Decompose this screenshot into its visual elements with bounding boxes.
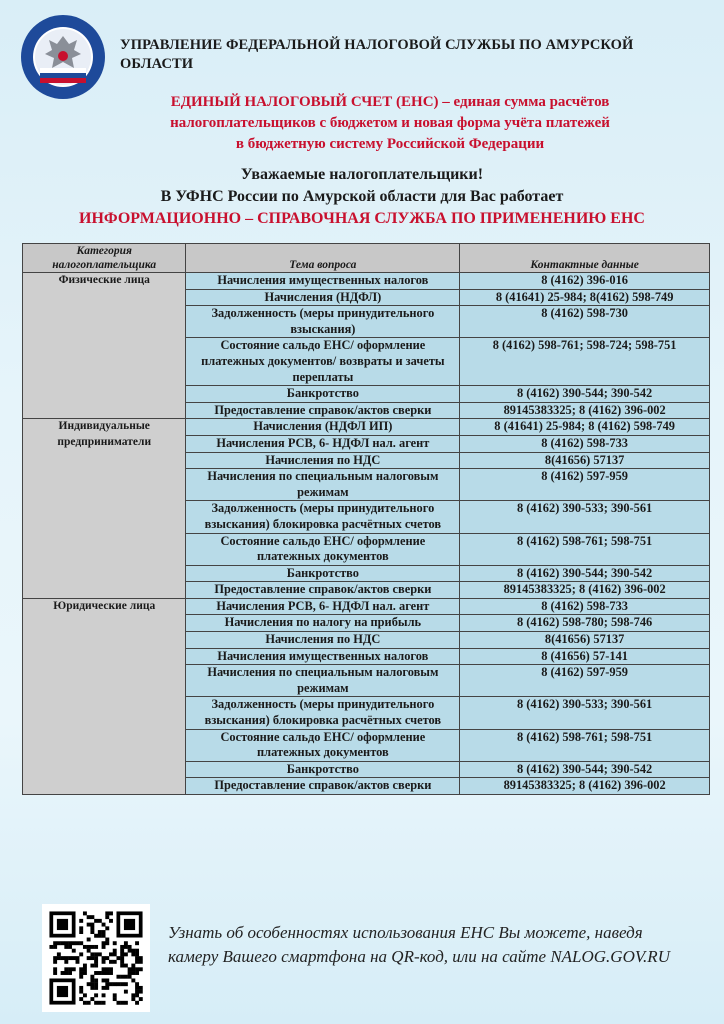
qr-module	[113, 960, 117, 964]
qr-module	[98, 952, 102, 956]
qr-module	[87, 956, 91, 960]
topic-cell: Состояние сальдо ЕНС/ оформление платежных документов	[186, 533, 460, 565]
qr-module	[90, 978, 94, 982]
qr-module	[90, 952, 94, 956]
organization-name: УПРАВЛЕНИЕ ФЕДЕРАЛЬНОЙ НАЛОГОВОЙ СЛУЖБЫ ПО АМУРСКОЙ ОБЛАСТИ	[120, 37, 634, 72]
qr-module	[124, 982, 128, 986]
qr-module	[131, 978, 135, 982]
qr-module	[68, 956, 72, 960]
qr-module	[61, 956, 65, 960]
qr-code-image	[42, 904, 150, 1012]
topic-cell: Банкротство	[186, 761, 460, 778]
topic-cell: Начисления РСВ, 6- НДФЛ нал. агент	[186, 598, 460, 615]
qr-module	[83, 993, 87, 997]
qr-module	[109, 919, 113, 923]
contact-cell: 89145383325; 8 (4162) 396-002	[460, 582, 710, 599]
qr-module	[90, 956, 94, 960]
qr-module	[131, 952, 135, 956]
topic-cell: Начисления по НДС	[186, 452, 460, 469]
qr-module	[79, 986, 83, 990]
qr-module	[98, 930, 102, 934]
ens-title-line-1: ЕДИНЫЙ НАЛОГОВЫЙ СЧЕТ (ЕНС) – единая сумма расчётов	[170, 94, 610, 110]
qr-module	[120, 960, 124, 964]
qr-module	[128, 971, 132, 975]
qr-module	[94, 964, 98, 968]
qr-module	[102, 923, 106, 927]
qr-module	[72, 949, 76, 953]
qr-module	[94, 960, 98, 964]
table-row	[23, 273, 710, 290]
qr-module	[139, 990, 143, 994]
category-cell: Физические лица	[23, 273, 186, 419]
qr-module	[120, 956, 124, 960]
qr-code-icon	[42, 904, 150, 1012]
topic-cell: Состояние сальдо ЕНС/ оформление платежных документов/ возвраты и зачеты переплаты	[186, 338, 460, 386]
qr-module	[102, 934, 106, 938]
qr-module	[79, 926, 83, 930]
qr-module	[98, 1001, 102, 1005]
qr-module	[68, 971, 72, 975]
contact-cell: 8 (4162) 597-959	[460, 665, 710, 697]
topic-cell: Задолженность (меры принудительного взыскания) блокировка расчётных счетов	[186, 501, 460, 533]
contact-cell: 8 (4162) 598-733	[460, 598, 710, 615]
qr-module	[102, 986, 106, 990]
qr-module	[102, 1001, 106, 1005]
qr-module	[79, 971, 83, 975]
qr-module	[113, 982, 117, 986]
qr-module	[113, 952, 117, 956]
qr-module	[135, 982, 139, 986]
topic-cell: Предоставление справок/актов сверки	[186, 582, 460, 599]
contact-cell: 8 (4162) 597-959	[460, 469, 710, 501]
qr-module	[109, 960, 113, 964]
qr-module	[135, 949, 139, 953]
qr-module	[139, 997, 143, 1001]
qr-module	[128, 975, 132, 979]
qr-module	[64, 941, 68, 945]
topic-cell: Банкротство	[186, 565, 460, 582]
qr-module	[109, 952, 113, 956]
qr-module	[131, 949, 135, 953]
qr-module	[135, 960, 139, 964]
qr-module	[72, 967, 76, 971]
qr-module	[135, 941, 139, 945]
qr-module	[64, 967, 68, 971]
qr-module	[57, 941, 61, 945]
topic-cell: Начисления (НДФЛ)	[186, 289, 460, 306]
qr-module	[90, 964, 94, 968]
qr-module	[79, 975, 83, 979]
contact-cell: 8 (4162) 390-544; 390-542	[460, 565, 710, 582]
qr-module	[53, 956, 57, 960]
contact-cell: 8 (4162) 598-761; 598-751	[460, 729, 710, 761]
qr-module	[76, 941, 80, 945]
qr-module	[105, 941, 109, 945]
topic-cell: Начисления РСВ, 6- НДФЛ нал. агент	[186, 435, 460, 452]
qr-module	[109, 982, 113, 986]
topic-cell: Предоставление справок/актов сверки	[186, 402, 460, 419]
qr-module	[135, 956, 139, 960]
qr-module	[105, 982, 109, 986]
qr-module	[90, 997, 94, 1001]
qr-module	[105, 915, 109, 919]
qr-module	[83, 911, 87, 915]
qr-finder	[124, 919, 135, 930]
qr-module	[94, 956, 98, 960]
contact-cell: 8 (4162) 598-733	[460, 435, 710, 452]
qr-module	[102, 967, 106, 971]
qr-module	[109, 971, 113, 975]
qr-module	[57, 952, 61, 956]
qr-module	[79, 919, 83, 923]
qr-module	[57, 956, 61, 960]
qr-module	[87, 938, 91, 942]
topic-cell: Начисления по налогу на прибыль	[186, 615, 460, 632]
qr-module	[79, 967, 83, 971]
topic-cell: Состояние сальдо ЕНС/ оформление платежных документов	[186, 729, 460, 761]
contact-cell: 8 (4162) 598-780; 598-746	[460, 615, 710, 632]
qr-module	[61, 971, 65, 975]
qr-module	[98, 934, 102, 938]
contact-cell: 8 (4162) 390-533; 390-561	[460, 697, 710, 729]
qr-module	[94, 986, 98, 990]
qr-module	[83, 945, 87, 949]
qr-module	[87, 949, 91, 953]
qr-module	[120, 949, 124, 953]
contact-cell: 8 (41641) 25-984; 8 (4162) 598-749	[460, 419, 710, 436]
qr-module	[68, 945, 72, 949]
qr-module	[68, 967, 72, 971]
qr-module	[64, 956, 68, 960]
qr-module	[87, 915, 91, 919]
qr-finder	[57, 986, 68, 997]
qr-module	[120, 982, 124, 986]
qr-module	[94, 993, 98, 997]
contact-cell: 8(41656) 57137	[460, 632, 710, 649]
topic-cell: Задолженность (меры принудительного взыскания)	[186, 306, 460, 338]
contact-cell: 8(41656) 57137	[460, 452, 710, 469]
qr-module	[53, 967, 57, 971]
qr-module	[124, 990, 128, 994]
qr-module	[135, 1001, 139, 1005]
table-row	[23, 598, 710, 615]
greeting: Уважаемые налогоплательщики!	[240, 166, 484, 183]
qr-module	[131, 967, 135, 971]
ens-title	[80, 92, 700, 155]
qr-module	[49, 945, 53, 949]
qr-module	[79, 952, 83, 956]
qr-module	[83, 971, 87, 975]
ens-title-line-3: в бюджетную систему Российской Федерации	[235, 136, 545, 152]
qr-module	[124, 1001, 128, 1005]
qr-module	[87, 1001, 91, 1005]
qr-module	[53, 941, 57, 945]
qr-module	[94, 971, 98, 975]
qr-module	[116, 956, 120, 960]
qr-module	[53, 960, 57, 964]
qr-module	[105, 986, 109, 990]
qr-module	[124, 975, 128, 979]
qr-module	[94, 978, 98, 982]
qr-module	[105, 956, 109, 960]
contact-cell: 8 (41641) 25-984; 8(4162) 598-749	[460, 289, 710, 306]
qr-module	[94, 919, 98, 923]
topic-cell: Начисления (НДФЛ ИП)	[186, 419, 460, 436]
qr-module	[116, 982, 120, 986]
qr-module	[98, 971, 102, 975]
contact-cell: 8 (4162) 390-544; 390-542	[460, 386, 710, 403]
qr-module	[79, 997, 83, 1001]
qr-module	[94, 945, 98, 949]
qr-module	[53, 945, 57, 949]
topic-cell: Начисления по специальным налоговым режимам	[186, 469, 460, 501]
qr-module	[79, 941, 83, 945]
qr-module	[102, 960, 106, 964]
qr-module	[109, 911, 113, 915]
qr-module	[87, 923, 91, 927]
qr-module	[124, 964, 128, 968]
qr-module	[90, 923, 94, 927]
qr-module	[124, 941, 128, 945]
qr-module	[90, 930, 94, 934]
qr-module	[128, 949, 132, 953]
qr-module	[135, 971, 139, 975]
topic-cell: Банкротство	[186, 386, 460, 403]
qr-module	[102, 993, 106, 997]
qr-module	[131, 993, 135, 997]
qr-module	[83, 967, 87, 971]
topic-cell: Начисления имущественных налогов	[186, 273, 460, 290]
qr-module	[139, 956, 143, 960]
qr-module	[53, 971, 57, 975]
qr-module	[139, 960, 143, 964]
contacts-table	[22, 243, 710, 795]
qr-module	[102, 978, 106, 982]
qr-module	[98, 919, 102, 923]
qr-finder	[57, 919, 68, 930]
qr-module	[105, 911, 109, 915]
qr-module	[113, 949, 117, 953]
contact-cell: 8 (4162) 598-761; 598-724; 598-751	[460, 338, 710, 386]
qr-module	[94, 952, 98, 956]
qr-module	[105, 938, 109, 942]
greeting-block	[0, 164, 724, 208]
qr-module	[76, 956, 80, 960]
service-name: ИНФОРМАЦИОННО – СПРАВОЧНАЯ СЛУЖБА ПО ПРИМЕНЕНИЮ ЕНС	[79, 210, 645, 227]
qr-module	[79, 930, 83, 934]
qr-module	[90, 986, 94, 990]
qr-module	[139, 986, 143, 990]
qr-module	[94, 982, 98, 986]
qr-module	[105, 967, 109, 971]
topic-cell: Начисления по НДС	[186, 632, 460, 649]
qr-module	[64, 945, 68, 949]
qr-module	[120, 975, 124, 979]
qr-module	[105, 978, 109, 982]
qr-module	[128, 967, 132, 971]
qr-module	[64, 960, 68, 964]
qr-module	[102, 941, 106, 945]
topic-cell: Начисления имущественных налогов	[186, 648, 460, 665]
ens-title-line-2: налогоплательщиков с бюджетом и новая форма учёта платежей	[170, 115, 610, 131]
qr-module	[102, 971, 106, 975]
qr-module	[135, 993, 139, 997]
qr-module	[135, 986, 139, 990]
qr-module	[113, 941, 117, 945]
topic-cell: Задолженность (меры принудительного взыскания) блокировка расчётных счетов	[186, 697, 460, 729]
qr-module	[76, 960, 80, 964]
contact-cell: 8 (4162) 390-533; 390-561	[460, 501, 710, 533]
contact-cell: 89145383325; 8 (4162) 396-002	[460, 402, 710, 419]
qr-module	[102, 930, 106, 934]
category-cell: Индивидуальные предприниматели	[23, 419, 186, 599]
qr-module	[90, 926, 94, 930]
qr-module	[94, 934, 98, 938]
table-body	[23, 273, 710, 795]
qr-module	[120, 952, 124, 956]
header-topic: Тема вопроса	[186, 244, 460, 273]
contact-cell: 8 (4162) 396-016	[460, 273, 710, 290]
contact-cell: 8 (4162) 390-544; 390-542	[460, 761, 710, 778]
qr-module	[102, 956, 106, 960]
header-contacts: Контактные данные	[460, 244, 710, 273]
qr-module	[131, 971, 135, 975]
table-header-row	[23, 244, 710, 273]
contact-cell: 8 (4162) 598-730	[460, 306, 710, 338]
qr-module	[116, 975, 120, 979]
qr-module	[102, 945, 106, 949]
fns-emblem-logo	[20, 14, 106, 100]
qr-module	[124, 945, 128, 949]
footer-text: Узнать об особенностях использования ЕНС Вы можете, наведя камеру Вашего смартфона на QR-код, или на сайте NALOG.GOV.RU	[168, 923, 670, 966]
qr-module	[139, 967, 143, 971]
qr-module	[120, 945, 124, 949]
qr-module	[79, 990, 83, 994]
qr-module	[135, 967, 139, 971]
qr-module	[87, 945, 91, 949]
qr-module	[87, 982, 91, 986]
qr-module	[120, 964, 124, 968]
qr-module	[72, 941, 76, 945]
qr-module	[68, 941, 72, 945]
qr-module	[90, 982, 94, 986]
contact-cell: 89145383325; 8 (4162) 396-002	[460, 778, 710, 795]
qr-module	[72, 956, 76, 960]
category-cell: Юридические лица	[23, 598, 186, 794]
topic-cell: Начисления по специальным налоговым режимам	[186, 665, 460, 697]
qr-module	[135, 952, 139, 956]
qr-module	[64, 971, 68, 975]
qr-module	[131, 997, 135, 1001]
qr-module	[128, 945, 132, 949]
qr-module	[90, 975, 94, 979]
table-row	[23, 419, 710, 436]
qr-module	[120, 1001, 124, 1005]
qr-module	[116, 1001, 120, 1005]
topic-cell: Предоставление справок/актов сверки	[186, 778, 460, 795]
qr-module	[83, 964, 87, 968]
qr-module	[105, 971, 109, 975]
qr-module	[83, 1001, 87, 1005]
qr-module	[105, 926, 109, 930]
service-intro: В УФНС России по Амурской области для Вас работает	[160, 188, 564, 205]
qr-module	[90, 915, 94, 919]
qr-module	[94, 1001, 98, 1005]
header-category: Категория налогоплательщика	[23, 244, 186, 273]
contact-cell: 8 (4162) 598-761; 598-751	[460, 533, 710, 565]
contact-cell: 8 (41656) 57-141	[460, 648, 710, 665]
qr-module	[135, 990, 139, 994]
qr-module	[113, 993, 117, 997]
qr-module	[113, 997, 117, 1001]
qr-module	[61, 941, 65, 945]
qr-module	[131, 964, 135, 968]
qr-module	[124, 952, 128, 956]
qr-module	[90, 945, 94, 949]
qr-module	[109, 967, 113, 971]
